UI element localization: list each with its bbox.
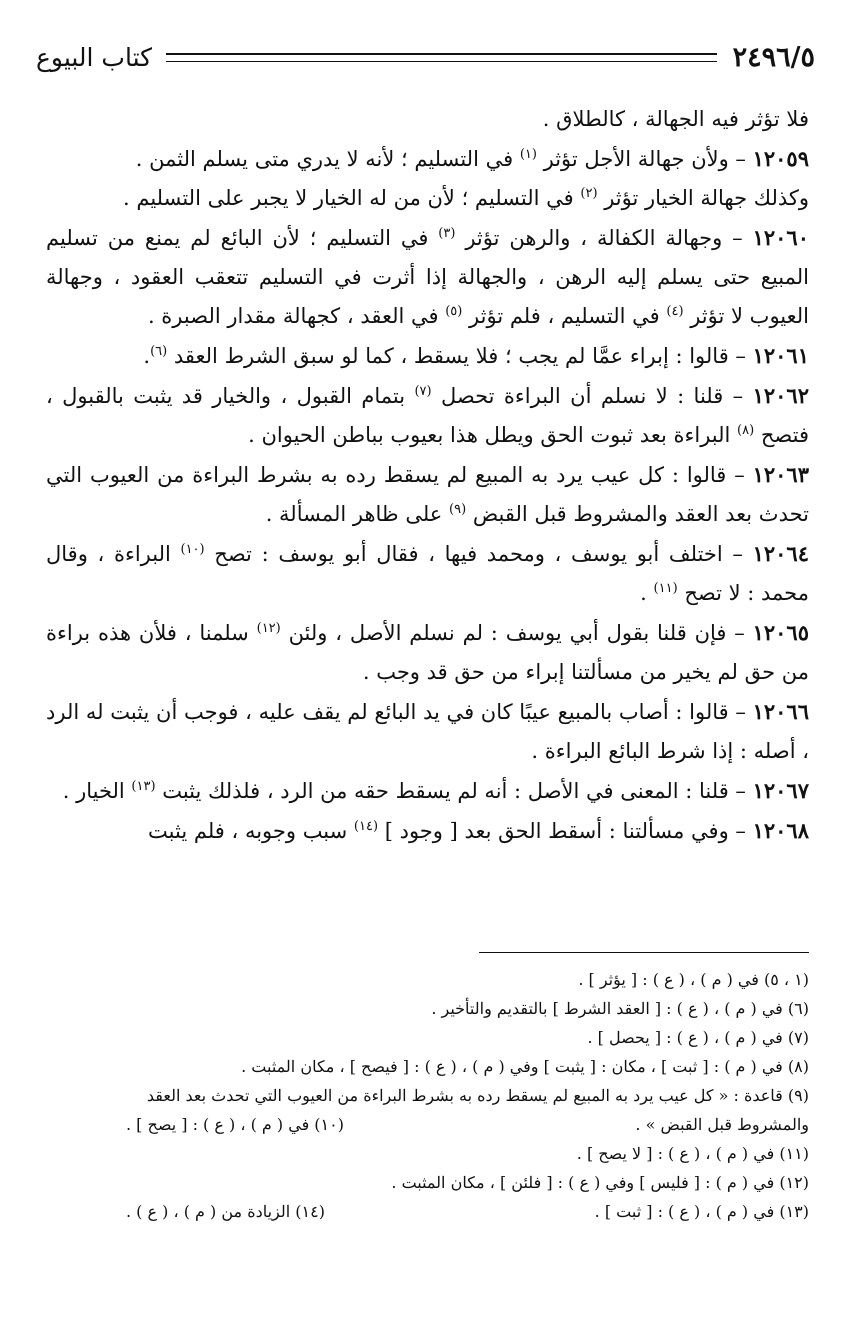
paragraph: ١٢٠٦٢ – قلنا : لا نسلم أن البراءة تحصل $^{(٧)}$ بتمام القبول ، والخيار قد يثبت بالقبول ، فتصح $^{(٨)}$ البراءة بعد ثبوت الحق ويطل هذا بعيوب بباطن الحيوان . (46, 383, 809, 447)
footnote-ref: (١) (519, 147, 537, 162)
main-text (46, 100, 809, 851)
footnote: (١٠) في ( م ) ، ( ع ) : [ يصح ] . (126, 1115, 344, 1134)
issue-number: ١٢٠٦٣ (752, 462, 809, 487)
footnote-line (46, 1110, 809, 1139)
footnote-ref: (١٠) (180, 542, 205, 557)
footnote-ref: (٧) (414, 384, 432, 399)
footnote: والمشروط قبل القبض » . (635, 1115, 809, 1134)
footnote: (١ ، ٥) في ( م ) ، ( ع ) : [ يؤثر ] . (578, 970, 809, 989)
paragraph: ١٢٠٦٤ – اختلف أبو يوسف ، ومحمد فيها ، فقال أبو يوسف : تصح $^{(١٠)}$ البراءة ، وقال محمد : لا تصح $^{(١١)}$ . (46, 541, 809, 605)
issue-number: ١٢٠٦٤ (752, 541, 809, 566)
issue-number: ١٢٠٥٩ (752, 146, 809, 171)
issue-number: ١٢٠٦٢ (752, 383, 809, 408)
paragraph: ١٢٠٦٠ – وجهالة الكفالة ، والرهن تؤثر $^{(٣)}$ في التسليم ؛ لأن البائع لم يمنع من تسليم المبيع حتى يسلم إليه الرهن ، والجهالة إذا أثرت في التسليم تتعقب العقود ، وجهالة العيوب لا تؤثر $^{(٤)}$ في التسليم ، فلم تؤثر $^{(٥)}$ في العقد ، كجهالة مقدار الصبرة . (46, 225, 809, 328)
paragraph: ١٢٠٦٦ – قالوا : أصاب بالمبيع عيبًا كان في يد البائع لم يقف عليه ، فوجب أن يثبت له الرد ، أصله : إذا شرط البائع البراءة . (46, 699, 809, 763)
footnote: (١١) في ( م ) ، ( ع ) : [ لا يصح ] . (576, 1144, 809, 1163)
paragraph: وكذلك جهالة الخيار تؤثر $^{(٢)}$ في التسليم ؛ لأن من له الخيار لا يجبر على التسليم . (123, 186, 809, 210)
paragraph: فلا تؤثر فيه الجهالة ، كالطلاق . (542, 107, 809, 131)
issue-number: ١٢٠٦٥ (752, 620, 809, 645)
footnote: (٩) قاعدة : « كل عيب يرد به المبيع لم يسقط رده به بشرط البراءة من العيوب التي تحدث بعد العقد (146, 1086, 809, 1105)
issue-number: ١٢٠٦٦ (752, 699, 809, 724)
footnote-separator (479, 952, 809, 953)
footnote-ref: (٥) (445, 304, 463, 319)
issue-number: ١٢٠٦٨ (752, 818, 809, 843)
footnote-ref: (١٢) (256, 621, 281, 636)
footnote-line (46, 1197, 809, 1226)
footnote: (١٣) في ( م ) ، ( ع ) : [ ثبت ] . (594, 1202, 809, 1221)
footnote-ref: (٩) (449, 502, 467, 517)
footnote: (٦) في ( م ) ، ( ع ) : [ العقد الشرط ] بالتقديم والتأخير . (431, 999, 809, 1018)
paragraph: ١٢٠٦٥ – فإن قلنا بقول أبي يوسف : لم نسلم الأصل ، ولئن $^{(١٢)}$ سلمنا ، فلأن هذه براءة من حق لم يخير من مسألتنا إبراء من حق قد وجب . (46, 620, 809, 684)
footnote: (٧) في ( م ) ، ( ع ) : [ يحصل ] . (587, 1028, 809, 1047)
footnote-ref: (٢) (580, 186, 598, 201)
page-number: ٢٤٩٦/٥ (732, 41, 815, 73)
footnote-ref: (٤) (666, 304, 684, 319)
page-header (36, 40, 815, 74)
footnote-ref: (٨) (737, 423, 755, 438)
paragraph: ١٢٠٦٣ – قالوا : كل عيب يرد به المبيع لم يسقط رده به بشرط البراءة من العيوب التي تحدث بعد العقد والمشروط قبل القبض $^{(٩)}$ على ظاهر المسألة . (46, 462, 809, 526)
issue-number: ١٢٠٦١ (752, 343, 809, 368)
footnote-ref: (١٣) (131, 779, 156, 794)
issue-number: ١٢٠٦٧ (752, 778, 809, 803)
paragraph: ١٢٠٦٧ – قلنا : المعنى في الأصل : أنه لم يسقط حقه من الرد ، فلذلك يثبت $^{(١٣)}$ الخيار . (62, 778, 809, 803)
footnotes (46, 965, 809, 1226)
paragraph: ١٢٠٦١ – قالوا : إبراء عمَّا لم يجب ؛ فلا يسقط ، كما لو سبق الشرط العقد $^{(٦)}$. (143, 343, 809, 368)
paragraph: ١٢٠٥٩ – ولأن جهالة الأجل تؤثر $^{(١)}$ في التسليم ؛ لأنه لا يدري متى يسلم الثمن . (135, 146, 809, 171)
footnote: (١٤) الزيادة من ( م ) ، ( ع ) . (126, 1202, 325, 1221)
footnote-ref: (٦) (150, 344, 168, 359)
header-rule (166, 53, 717, 62)
footnote: (٨) في ( م ) : [ ثبت ] ، مكان : [ يثبت ] وفي ( م ) ، ( ع ) : [ فيصح ] ، مكان المثبت . (241, 1057, 809, 1076)
paragraph: ١٢٠٦٨ – وفي مسألتنا : أسقط الحق بعد [ وجود ] $^{(١٤)}$ سبب وجوبه ، فلم يثبت (148, 818, 809, 843)
issue-number: ١٢٠٦٠ (752, 225, 809, 250)
book-title: كتاب البيوع (36, 42, 153, 72)
footnote-ref: (٣) (438, 226, 456, 241)
footnote-ref: (١١) (653, 581, 678, 596)
footnote: (١٢) في ( م ) : [ فليس ] وفي ( ع ) : [ فلئن ] ، مكان المثبت . (391, 1173, 809, 1192)
footnote-ref: (١٤) (353, 819, 379, 834)
